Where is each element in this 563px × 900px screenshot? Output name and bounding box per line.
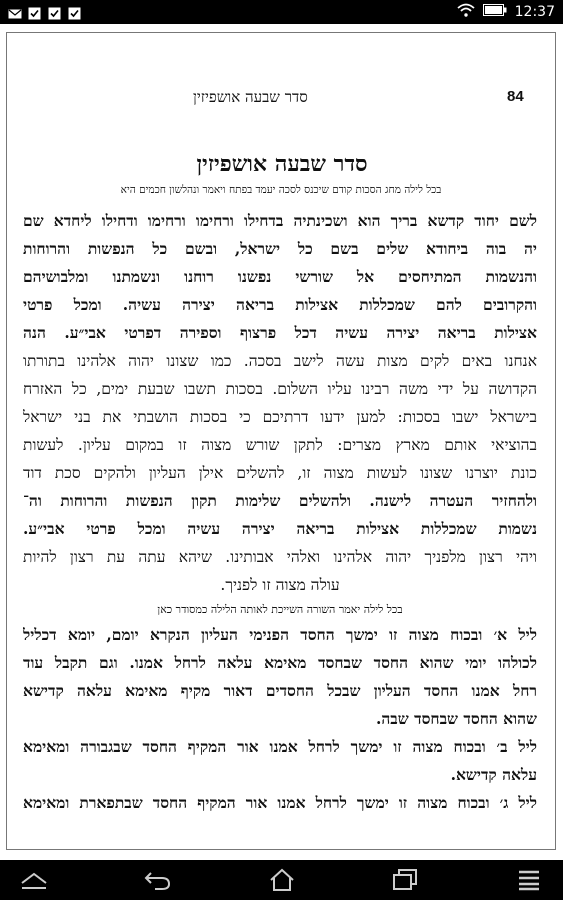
text-line: והקרובים להם שמכללות אצילות בריאה יצירה עשיה. ומכל פרטי (23, 295, 537, 314)
text-line: לשם יחוד קדשא בריך הוא ושכינתיה בדחילו ורחימו ורחימו ודחילו ליחדא שם (23, 211, 537, 230)
page-number: 84 (507, 88, 524, 105)
reader-view[interactable] (0, 24, 563, 860)
text-line: והנשמות המתיחסים אל שורשי נפשנו רוחנו ונשמתנו ומלבושיהם (23, 267, 537, 286)
text-line: כונת יוצרנו שצונו לעשות מצוה זו, להשלים אילן העליון ולהקים סכת דוד (23, 464, 537, 482)
system-status (457, 3, 555, 21)
status-bar (0, 0, 563, 24)
text-line: ליל ג׳ ובכוח מצוה זו ימשך לרחל אמנו אור המקיף החסד שבתפארת ומאימא (23, 793, 537, 812)
text-line: רחל אמנו החסד העליון שבכל החסדים דאור מקיף מאימא עלאה קדישא (23, 681, 537, 700)
text-line: עלאה קדישא. (450, 765, 537, 784)
check-icon (28, 5, 42, 19)
text-line: הקדושה על ידי משה רבינו עליו השלום. בסכות תשבו שבעת ימים, כל האזרח (23, 380, 537, 398)
chapter-title: סדר שבעה אושפיזין (196, 151, 368, 177)
text-line: יה בוה ביחודא שלים בשם כל ישראל, ובשם כל הנפשות והרוחות (23, 239, 537, 258)
menu-up-icon[interactable] (14, 864, 54, 896)
menu-icon[interactable] (509, 864, 549, 896)
text-line: שהוא החסד שבחסד שבה. (375, 709, 537, 728)
mail-icon (8, 5, 22, 19)
back-icon[interactable] (138, 864, 178, 896)
book-page (6, 32, 556, 850)
navigation-bar (0, 860, 563, 900)
check-icon (68, 5, 82, 19)
text-line: בהוציאי אותם מארץ מצרים: לתקן שורש מצוה זו במקום עליון. לעשות (23, 436, 537, 454)
check-icon (48, 5, 62, 19)
home-icon[interactable] (262, 864, 302, 896)
text-line: אצילות בריאה יצירה עשיה דכל פרצוף וספירה דפרטי אבי״ע. הנה (23, 323, 537, 342)
text-line: ויהי רצון מלפניך יהוה אלהינו ואלהי אבותינו. שיהא עתה עת רצון להיות (23, 548, 537, 566)
text-line: ולהחזיר העטרה לישנה. ולהשלים שלימות תקון הנפשות והרוחות וה־ (23, 491, 537, 510)
text-line: ליל ב׳ ובכוח מצוה זו ימשך לרחל אמנו אור המקיף החסד שבגבורה ומאימא (23, 737, 537, 756)
text-line: אנחנו באים לקים מצות עשה לישב בסכה. כמו שצונו יהוה אלהינו בתורתו (23, 352, 537, 370)
running-title: סדר שבעה אושפיזין (193, 88, 308, 106)
body-text (23, 207, 537, 817)
text-line: בכל לילה יאמר השורה השייכת לאותה הלילה כמסודר כאן (157, 603, 403, 616)
text-line: נשמות שמכללות אצילות בריאה יצירה עשיה ומכל פרטי אבי״ע. (23, 519, 537, 538)
text-line: בישראל ישבו בסכות: למען ידעו דרתיכם כי בסכות הושבתי את בני ישראל (23, 408, 537, 426)
battery-icon (483, 4, 507, 20)
text-line: עולה מצוה זו לפניך. (220, 576, 340, 594)
rubric-instruction: בכל לילה מחג הסכות קודם שיכנס לסכה יעמד בפתח ויאמר ונהלשון חכמים היא (120, 184, 442, 196)
clock: 12:37 (514, 4, 555, 20)
recent-apps-icon[interactable] (385, 864, 425, 896)
text-line: לכולהו יומי שהוא החסד שבחסד מאימא עלאה לרחל אמנו. וגם תקבל עוד (23, 653, 537, 672)
notification-icons (8, 5, 82, 19)
wifi-icon (457, 3, 475, 21)
running-header (7, 88, 557, 110)
text-line: ליל א׳ ובכוח מצוה זו ימשך החסד הפנימי העליון הנקרא יומם, יומא דכליל (23, 625, 537, 644)
